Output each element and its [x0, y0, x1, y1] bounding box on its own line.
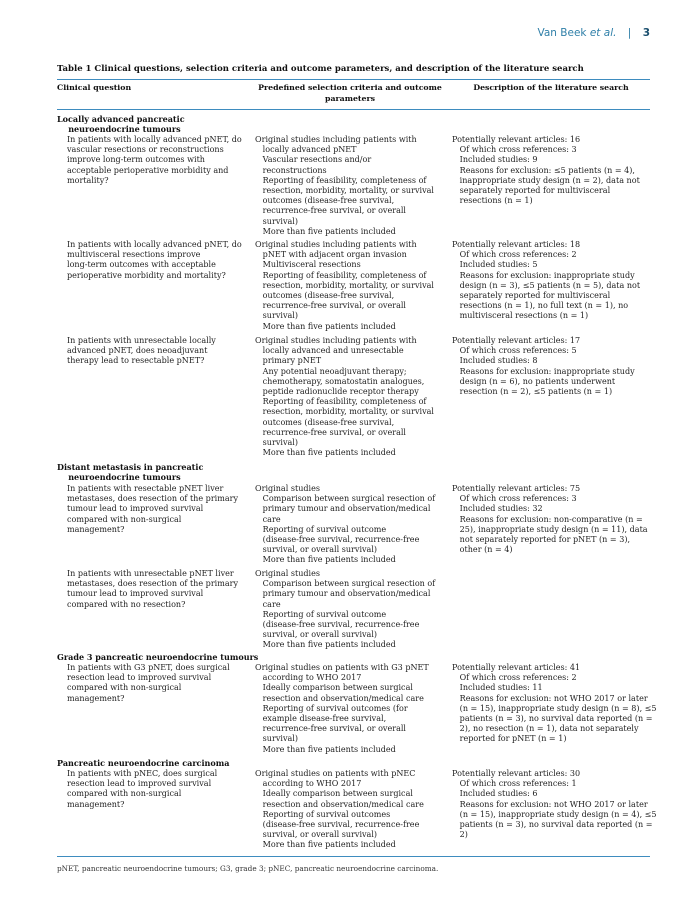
clinical-question: In patients with unresectable pNET liver metastases, does resection of the primary tumour lead to improved survival compared with no resection?	[67, 569, 239, 609]
selection-criteria: Original studies including patients with pNET with adjacent organ invasion Multivisceral resections Reporting of feasibility, completeness of resection, morbidity, mortality, or survival outcomes (disease-free survival, recurrence-free survival, or overall survival) More than five patients included	[255, 240, 434, 331]
section-title: Grade 3 pancreatic neuroendocrine tumours	[57, 652, 259, 662]
selection-criteria: Original studies on patients with pNEC according to WHO 2017 Ideally comparison between surgical resection and observation/medical care Reporting of survival outcomes (disease-free survival, recurrence-free survival, or overall survival) More than five patients included	[255, 769, 424, 850]
literature-search: Potentially relevant articles: 16 Of which cross references: 3 Included studies: 9 Reasons for exclusion: ≤5 patients (n = 4), inappropriate study design (n = 2), data not separately reported for multivisceral resections (n = 1)	[452, 135, 640, 206]
clinical-question: In patients with pNEC, does surgical resection lead to improved survival compared with non-surgical management?	[67, 769, 218, 809]
clinical-question: In patients with locally advanced pNET, do vascular resections or reconstructions improve long-term outcomes with acceptable perioperative morbidity and mortality?	[67, 135, 242, 185]
section-title: Pancreatic neuroendocrine carcinoma	[57, 758, 230, 768]
top-rule	[57, 79, 650, 80]
header-separator: |	[627, 27, 632, 39]
table-footnote: pNET, pancreatic neuroendocrine tumours; G3, grade 3; pNEC, pancreatic neuroendocrine carcinoma.	[57, 864, 439, 873]
table-caption: Table 1 Clinical questions, selection criteria and outcome parameters, and description of the literature search	[57, 64, 584, 74]
clinical-question: In patients with unresectable locally advanced pNET, does neoadjuvant therapy lead to resectable pNET?	[67, 336, 216, 366]
literature-search: Potentially relevant articles: 17 Of which cross references: 5 Included studies: 8 Reasons for exclusion: inappropriate study design (n = 6), no patients underwent resection (n = 2), ≤5 patients (n = 1)	[452, 336, 635, 397]
page-number: 3	[642, 27, 650, 39]
selection-criteria: Original studies Comparison between surgical resection of primary tumour and observation/medical care Reporting of survival outcome (disease-free survival, recurrence-free survival, or overall survival) More than five patients included	[255, 484, 436, 565]
literature-search: Potentially relevant articles: 30 Of which cross references: 1 Included studies: 6 Reasons for exclusion: not WHO 2017 or later (n = 15), inappropriate study design (n = 4), ≤5 patients (n = 3), no survival data reported (n = 2)	[452, 769, 657, 840]
column-header-criteria: Predefined selection criteria and outcome parameters	[258, 83, 442, 103]
header-etal: et al.	[589, 27, 617, 39]
header-rule	[57, 109, 650, 110]
header-author: Van Beek	[537, 27, 587, 39]
literature-search: Potentially relevant articles: 41 Of which cross references: 2 Included studies: 11 Reasons for exclusion: not WHO 2017 or later (n = 15), inappropriate study design (n = 8), ≤5 patients (n = 3), no survival data reported (n = 2), no resection (n = 1), data not separately reported for pNET (n = 1)	[452, 663, 657, 744]
section-title: Distant metastasis in pancreatic neuroendocrine tumours	[57, 462, 204, 483]
column-header-search: Description of the literature search	[473, 83, 629, 92]
literature-search: Potentially relevant articles: 18 Of which cross references: 2 Included studies: 5 Reasons for exclusion: inappropriate study design (n = 3), ≤5 patients (n = 5), data not separately reported for multivisceral resections (n = 1), no full text (n = 1), no multivisceral resections (n = 1)	[452, 240, 641, 321]
selection-criteria: Original studies Comparison between surgical resection of primary tumour and observation/medical care Reporting of survival outcome (disease-free survival, recurrence-free survival, or overall survival) More than five patients included	[255, 569, 436, 650]
selection-criteria: Original studies including patients with locally advanced pNET Vascular resections and/or reconstructions Reporting of feasibility, completeness of resection, morbidity, mortality, or survival outcomes (disease-free survival, recurrence-free survival, or overall survival) More than five patients included	[255, 135, 434, 236]
clinical-question: In patients with G3 pNET, does surgical resection lead to improved survival compared with non-surgical management?	[67, 663, 230, 703]
bottom-rule	[57, 856, 650, 857]
clinical-question: In patients with resectable pNET liver metastases, does resection of the primary tumour lead to improved survival compared with non-surgical management?	[67, 484, 239, 534]
selection-criteria: Original studies on patients with G3 pNET according to WHO 2017 Ideally comparison between surgical resection and observation/medical care Reporting of survival outcomes (for example disease-free survival, recurrence-free survival, or overall survival) More than five patients included	[255, 663, 429, 754]
section-title: Locally advanced pancreatic neuroendocrine tumours	[57, 114, 185, 135]
literature-search: Potentially relevant articles: 75 Of which cross references: 3 Included studies: 32 Reasons for exclusion: non-comparative (n = 25), inappropriate study design (n = 11), data not separately reported for pNET (n = 3), other (n = 4)	[452, 484, 648, 555]
clinical-question: In patients with locally advanced pNET, do multivisceral resections improve long-term outcomes with acceptable perioperative morbidity and mortality?	[67, 240, 242, 280]
selection-criteria: Original studies including patients with locally advanced and unresectable primary pNET Any potential neoadjuvant therapy; chemotherapy, somatostatin analogues, peptide radionuclide receptor therapy Reporting of feasibility, completeness of resection, morbidity, mortality, or survival outcomes (disease-free survival, recurrence-free survival, or overall survival) More than five patients included	[255, 336, 434, 458]
running-header	[538, 27, 651, 39]
column-header-question: Clinical question	[57, 83, 132, 92]
